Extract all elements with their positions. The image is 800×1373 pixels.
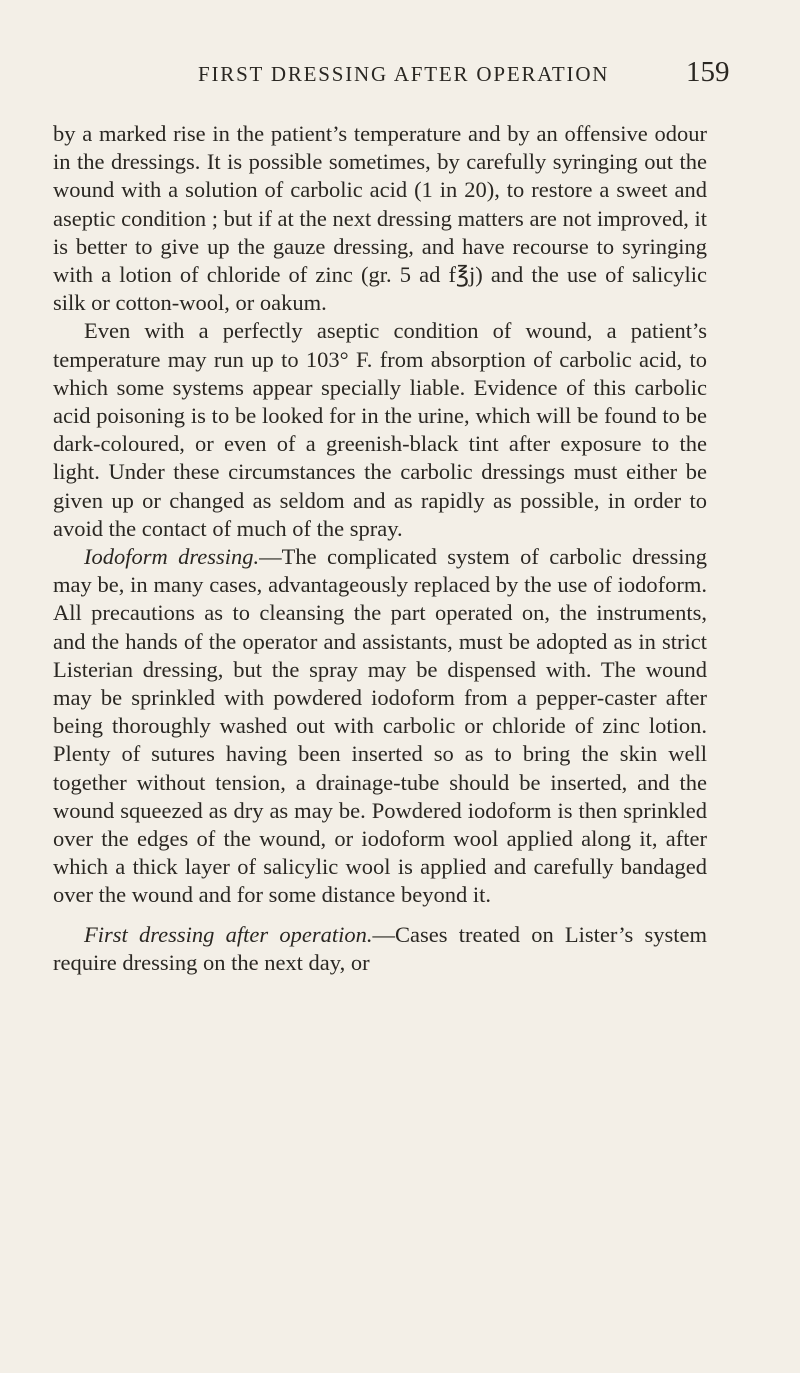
running-title: FIRST DRESSING AFTER OPERATION — [198, 62, 610, 86]
paragraph-text: —The complicated system of carbolic dressing may be, in many cases, advantageously replaced by the use of iodoform. All precautions as to cleansing the part operated on, the instruments, and the hands of the operator and assistants, must be adopted as in strict Listerian dressing, but the spray may be dispensed with. The wound may be sprinkled with powdered iodoform from a pepper-caster after being thoroughly washed out with carbolic or chloride of zinc lotion. Plenty of sutures having been inserted so as to bring the skin well together without tension, a drainage-tube should be inserted, and the wound squeezed as dry as may be. Powdered iodoform is then sprinkled over the edges of the wound, or iodoform wool applied along it, after which a thick layer of salicylic wool is applied and carefully bandaged over the wound and for some distance beyond it. — [53, 544, 708, 908]
body-text — [53, 120, 707, 977]
section-heading: Iodoform dressing. — [84, 544, 260, 570]
paragraph-first-dressing — [53, 921, 707, 977]
running-head — [0, 56, 800, 92]
paragraph-text: —Cases treated on Lister’s system require dressing on the next day, or — [53, 921, 707, 975]
paragraph-text: by a marked rise in the patient’s temperature and by an offensive odour in the dressings. It is possible sometimes, by carefully syringing out the wound with a solution of carbolic acid (1 in 20), to restore a sweet and aseptic condition ; but if at the next dressing matters are not improved, it is better to give up the gauze dressing, and have recourse to syringing with a lotion of chloride of zinc (gr. 5 ad f℥j) and the use of salicylic silk or cotton-wool, or oakum. — [53, 121, 707, 316]
page-number: 159 — [686, 56, 730, 88]
paragraph-carbolic-poisoning — [53, 317, 707, 543]
paragraph-iodoform-dressing — [53, 543, 707, 910]
paragraph-text: Even with a perfectly aseptic condition of wound, a patient’s temperature may run up to 103° F. from absorption of carbolic acid, to which some systems appear specially liable. Evidence of this carbolic acid poisoning is to be looked for in the urine, which will be found to be dark-coloured, or even of a greenish-black tint after exposure to the light. Under these circumstances the carbolic dressings must either be given up or changed as seldom and as rapidly as possible, in order to avoid the contact of much of the spray. — [53, 318, 707, 541]
section-heading: First dressing after operation. — [84, 921, 373, 947]
paragraph-continuation — [53, 120, 707, 317]
